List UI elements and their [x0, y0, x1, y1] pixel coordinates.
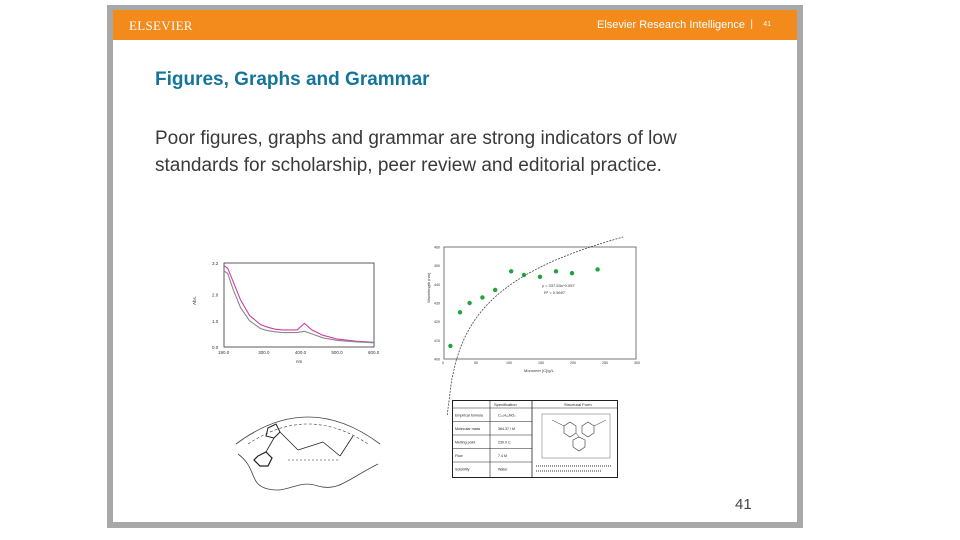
spectrum-ytick-label: 2.0 — [212, 292, 219, 298]
spectrum-xtick-label: 600.0 — [368, 350, 380, 355]
scatter-point — [458, 310, 462, 314]
scatter-figure — [426, 243, 640, 375]
scatter-ytick-label: 410 — [434, 338, 440, 343]
scatter-point — [480, 295, 484, 299]
diagram-bond-5 — [340, 436, 353, 456]
scatter-ytick-label: 450 — [434, 264, 440, 269]
table-header-spec: Specification — [494, 402, 517, 407]
slide — [113, 10, 797, 522]
table-row-value: 230.0 C — [498, 440, 511, 445]
header-slide-number: 41 — [763, 21, 771, 28]
scatter-xtick-label: 200 — [570, 361, 576, 365]
table-row-value: 7.4 M — [498, 454, 507, 458]
table-row-label: Flow — [455, 454, 463, 458]
brand-name: Elsevier Research Intelligence — [597, 19, 745, 31]
scatter-r2: R² = 0.9697 — [544, 290, 566, 295]
scatter-point — [448, 344, 452, 348]
diagram-bond-4 — [323, 442, 340, 456]
spectrum-series-line — [224, 266, 374, 343]
spectrum-xtick-label: 400.0 — [294, 350, 307, 355]
spectrum-ytick-label: 1.0 — [212, 318, 219, 324]
diagram-ring-2 — [254, 452, 272, 466]
table-header-structure: Structural Form — [564, 402, 592, 407]
scatter-xtick-label: 100 — [506, 361, 512, 365]
table-row-label: Molecular mass — [455, 427, 481, 431]
slide-body-text: Poor figures, graphs and grammar are strong indicators of low standards for scholarship, peer review and editorial practice. — [155, 128, 677, 176]
scatter-equation: y = 337.53x^0.057 — [542, 283, 575, 288]
scatter-xtick-label: 250 — [602, 361, 608, 365]
elsevier-logo: ELSEVIER — [129, 18, 193, 33]
scatter-xtick-label: 50 — [474, 361, 478, 365]
spec-table — [452, 400, 618, 478]
slide-title: Figures, Graphs and Grammar — [155, 69, 430, 90]
header-separator: | — [750, 19, 753, 30]
scatter-xtick-label: 0 — [442, 361, 444, 365]
scatter-xtick-label: 150 — [538, 361, 544, 365]
scatter-point — [554, 269, 558, 273]
scatter-xtick-label: 300 — [634, 361, 640, 365]
scatter-point — [493, 288, 497, 292]
page-number: 41 — [735, 496, 752, 513]
scatter-ylabel: Wavelength (nm) — [426, 272, 431, 303]
diagram-bond-1 — [266, 438, 274, 452]
scatter-ytick-label: 400 — [434, 357, 440, 362]
spectrum-series-line — [224, 271, 374, 343]
diagram-bond-2 — [280, 432, 298, 450]
scatter-xlabel: Monomer [C]/g/L — [524, 368, 554, 373]
spectrum-ylabel: Abs. — [192, 295, 197, 305]
scatter-point — [595, 267, 599, 271]
scatter-point — [538, 275, 542, 279]
scatter-point — [509, 269, 513, 273]
scatter-point — [522, 273, 526, 277]
scatter-plot-border — [444, 247, 636, 359]
diagram-bottom-curve — [238, 454, 378, 490]
diagram-bond-3 — [298, 442, 323, 450]
header-bar — [113, 10, 797, 40]
table-row-value: C₂₅H₂₈NO₂ — [498, 413, 516, 418]
spectrum-xtick-label: 190.0 — [218, 350, 230, 355]
scatter-ytick-label: 440 — [434, 282, 440, 287]
table-row-value: 364.37 / M — [498, 427, 515, 431]
scatter-ytick-label: 420 — [434, 320, 440, 325]
scatter-ytick-label: 430 — [434, 301, 440, 306]
scatter-point — [467, 301, 471, 305]
table-row-label: Empirical formula — [455, 413, 483, 418]
spectrum-xlabel: nm — [296, 359, 303, 364]
table-row-value: Water — [498, 467, 508, 472]
scatter-trend-line — [447, 237, 623, 415]
spectrum-xtick-label: 300.0 — [258, 350, 270, 355]
diagram-outer-arc — [236, 417, 380, 444]
table-row-label: Solubility — [455, 467, 470, 472]
spectrum-figure — [188, 247, 380, 367]
diagram-ring-1 — [266, 424, 280, 438]
scatter-point — [570, 271, 574, 275]
table-row-label: Melting point — [455, 440, 476, 445]
spectrum-plot-border — [224, 263, 374, 347]
scatter-ytick-label: 460 — [434, 245, 440, 250]
chemical-diagram — [228, 394, 388, 494]
spectrum-xtick-label: 500.0 — [331, 350, 343, 355]
spectrum-ytick-label: 0.0 — [212, 345, 219, 350]
spectrum-ytick-label: 3.2 — [212, 261, 219, 266]
